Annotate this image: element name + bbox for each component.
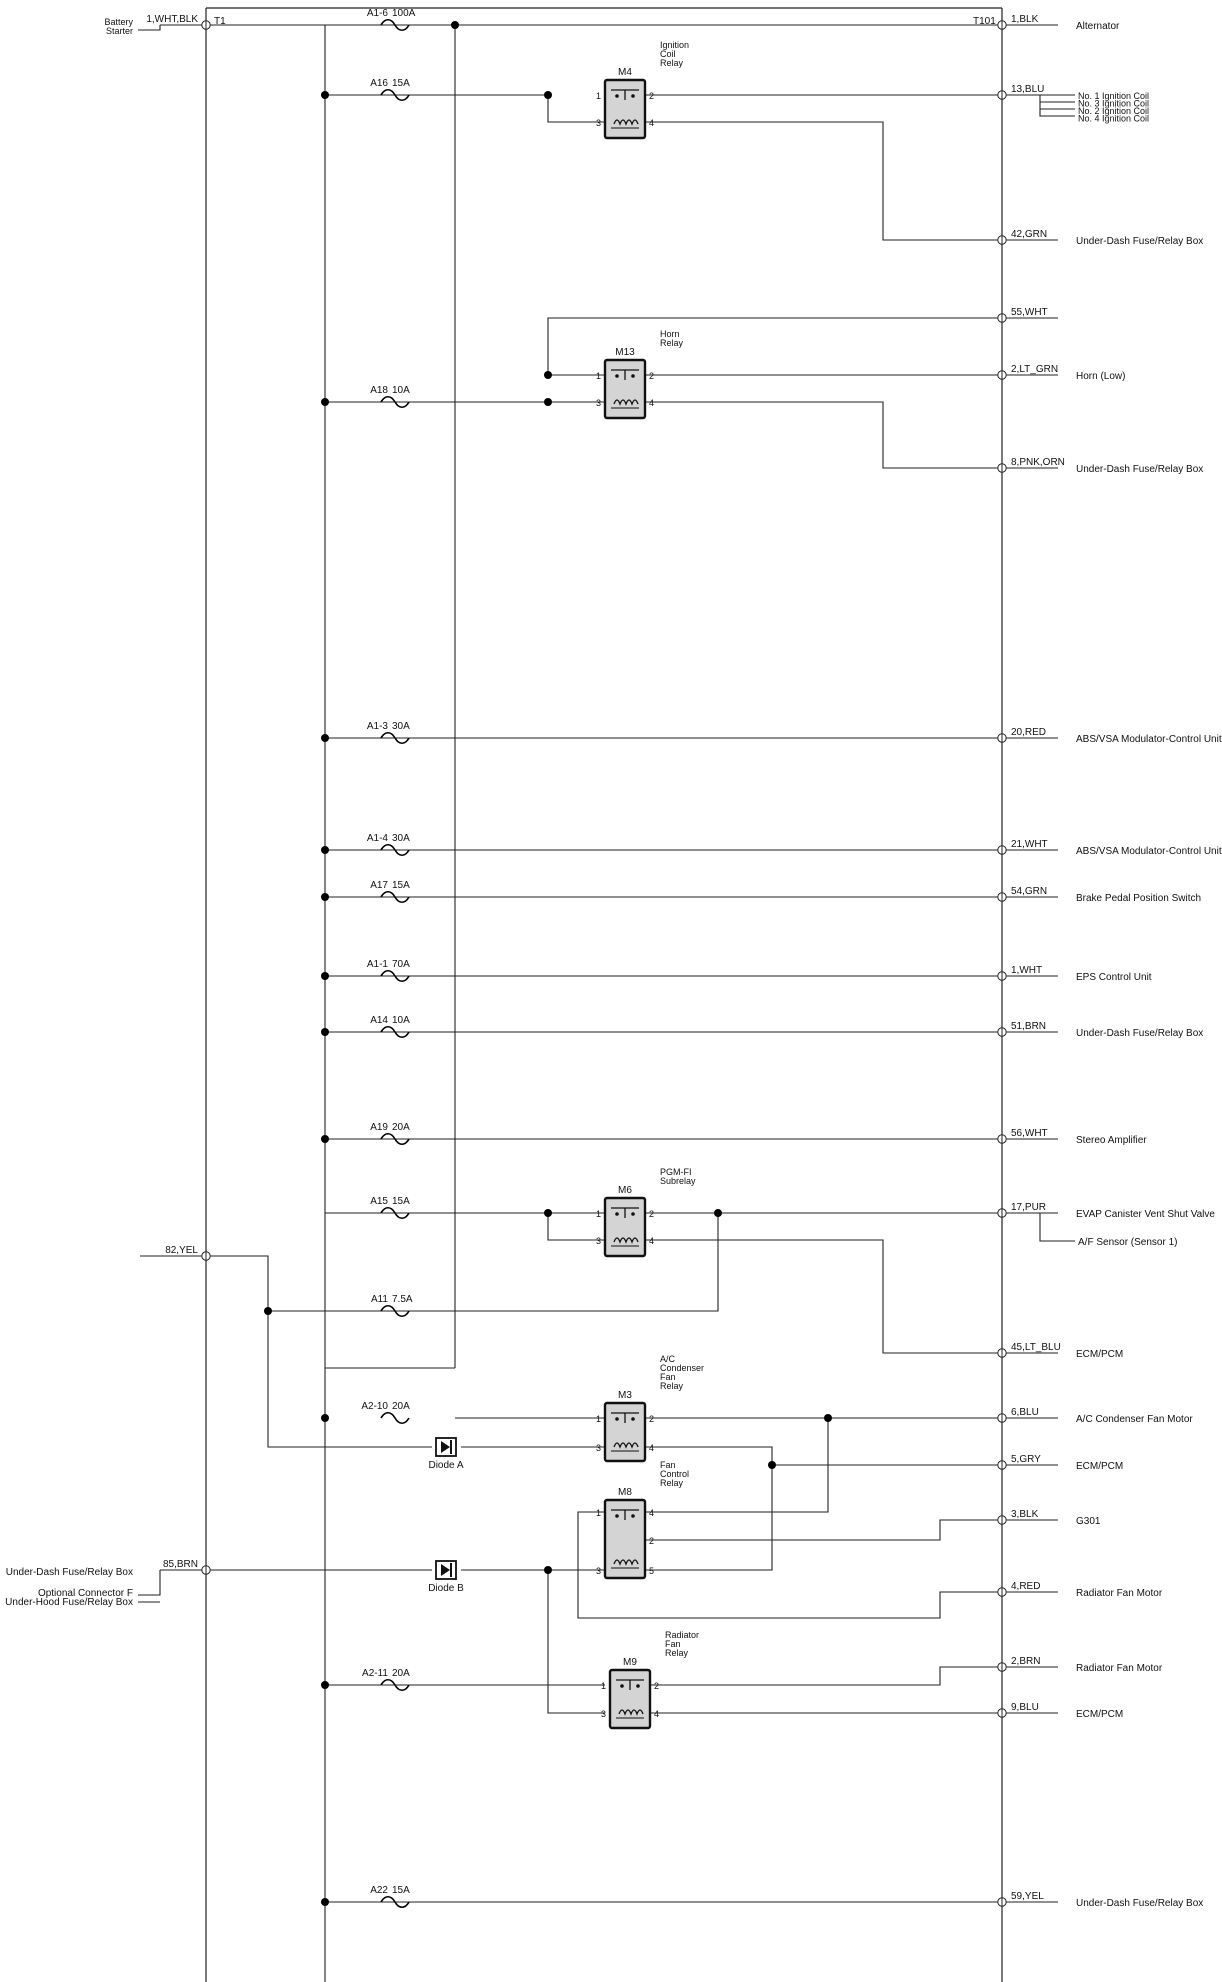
fuse-name: A1-4: [366, 833, 388, 844]
fuse-name: A2-10: [361, 1401, 388, 1412]
dest-label: Stereo Amplifier: [1076, 1135, 1147, 1146]
wire-label: 55,WHT: [1011, 307, 1048, 318]
relay-name-line: Relay: [665, 1648, 689, 1658]
relay-pin: 3: [595, 118, 601, 128]
relay-pin: 1: [595, 1508, 601, 1518]
dest-label: ABS/VSA Modulator-Control Unit: [1076, 846, 1222, 857]
dest-label: ECM/PCM: [1076, 1709, 1124, 1720]
dest-label: Battery: [104, 17, 133, 27]
dest-label: Under-Dash Fuse/Relay Box: [1076, 464, 1204, 475]
dest-label: No. 2 Ignition Coil: [1078, 106, 1150, 116]
diode-label: Diode B: [428, 1583, 464, 1594]
fuse-name: A1-6: [366, 8, 388, 19]
relay-name-line: Relay: [660, 338, 684, 348]
wire-label: 45,LT_BLU: [1011, 1342, 1061, 1353]
fuse-name: A19: [370, 1122, 388, 1133]
wire-label: 20,RED: [1011, 727, 1047, 738]
relay-pin: 2: [649, 1414, 655, 1424]
dest-label: Radiator Fan Motor: [1076, 1588, 1163, 1599]
relay-pin: 3: [595, 1236, 601, 1246]
wire-label: 5,GRY: [1011, 1454, 1041, 1465]
relay-code: M6: [618, 1185, 632, 1196]
relay-pin: 1: [600, 1681, 606, 1691]
fuse-name: A1-3: [366, 721, 388, 732]
dest-label: ECM/PCM: [1076, 1461, 1124, 1472]
wire-label: 54,GRN: [1011, 886, 1048, 897]
wire-label: 2,BRN: [1011, 1656, 1041, 1667]
relay-name-line: Control: [660, 1469, 690, 1479]
fuse-rating: 70A: [392, 959, 410, 970]
dest-label: ECM/PCM: [1076, 1349, 1124, 1360]
fuse-rating: 20A: [392, 1401, 410, 1412]
relay-name-line: PGM-FI: [660, 1167, 692, 1177]
relay-name-line: Subrelay: [660, 1176, 696, 1186]
relay-pin: 3: [595, 1443, 601, 1453]
relay-pin: 2: [649, 91, 655, 101]
fuse-rating: 30A: [392, 721, 410, 732]
fuse-rating: 10A: [392, 1015, 410, 1026]
dest-label: ABS/VSA Modulator-Control Unit: [1076, 734, 1222, 745]
wire-label: 1,WHT: [1011, 965, 1043, 976]
wire-label: 59,YEL: [1011, 1891, 1044, 1902]
relay-pin: 1: [595, 371, 601, 381]
relay-code: M4: [618, 67, 632, 78]
wire-label: 42,GRN: [1011, 229, 1048, 240]
relay-name-line: Fan: [660, 1460, 676, 1470]
relay-pin: 2: [649, 1209, 655, 1219]
fuse-rating: 20A: [392, 1122, 410, 1133]
wire-label: 1,WHT,BLK: [146, 14, 198, 25]
fuse-rating: 7.5A: [392, 1294, 413, 1305]
relay-pin: 2: [649, 371, 655, 381]
relay-name-line: Condenser: [660, 1363, 705, 1373]
wire-label: 56,WHT: [1011, 1128, 1048, 1139]
relay-name-line: Fan: [665, 1639, 681, 1649]
relay-pin: 3: [600, 1709, 606, 1719]
dest-label: No. 1 Ignition Coil: [1078, 91, 1150, 101]
dest-label: A/C Condenser Fan Motor: [1076, 1414, 1193, 1425]
relay-pin: 5: [649, 1566, 655, 1576]
dest-label: Starter: [105, 26, 133, 36]
wire-label: 13,BLU: [1011, 84, 1045, 95]
fuse-rating: 15A: [392, 1196, 410, 1207]
fuse-rating: 20A: [392, 1668, 410, 1679]
relay-pin: 1: [595, 1209, 601, 1219]
relay-code: M3: [618, 1390, 632, 1401]
dest-label: G301: [1076, 1516, 1101, 1527]
fuse-rating: 15A: [392, 78, 410, 89]
dest-label: A/F Sensor (Sensor 1): [1078, 1237, 1178, 1248]
wire-label: 21,WHT: [1011, 839, 1048, 850]
wire-label: 6,BLU: [1011, 1407, 1039, 1418]
fuse-rating: 30A: [392, 833, 410, 844]
fuse-rating: 15A: [392, 1885, 410, 1896]
relay-name-line: Coil: [660, 49, 676, 59]
dest-label: Under-Dash Fuse/Relay Box: [5, 1567, 133, 1578]
dest-label: Under-Hood Fuse/Relay Box: [5, 1597, 133, 1608]
fuse-name: A11: [370, 1294, 388, 1305]
relay-code: M13: [615, 347, 635, 358]
relay-code: M9: [623, 1657, 637, 1668]
relay-pin: 1: [595, 1414, 601, 1424]
fuse-name: A2-11: [362, 1668, 388, 1679]
fuse-rating: 100A: [392, 8, 416, 19]
relay-pin: 2: [649, 1536, 655, 1546]
relay-name-line: Ignition: [660, 40, 690, 50]
dest-label: Horn (Low): [1076, 371, 1126, 382]
dest-label: Brake Pedal Position Switch: [1076, 893, 1202, 904]
dest-label: Under-Dash Fuse/Relay Box: [1076, 1898, 1204, 1909]
wire-label: 2,LT_GRN: [1011, 364, 1059, 375]
dest-label: EVAP Canister Vent Shut Valve: [1076, 1209, 1215, 1220]
relay-name-line: Relay: [660, 1478, 684, 1488]
fuse-name: A16: [370, 78, 388, 89]
relay-pin: 4: [649, 118, 655, 128]
relay-name-line: Fan: [660, 1372, 676, 1382]
dest-label: Alternator: [1076, 21, 1120, 32]
connector-t1-label: T1: [214, 16, 226, 27]
fuse-name: A15: [370, 1196, 388, 1207]
relay-name-line: Radiator: [665, 1630, 700, 1640]
dest-label: Under-Dash Fuse/Relay Box: [1076, 236, 1204, 247]
fuse-rating: 15A: [392, 880, 410, 891]
fuse-name: A22: [370, 1885, 388, 1896]
relay-name-line: A/C: [660, 1354, 676, 1364]
wire-label: 82,YEL: [165, 1245, 198, 1256]
fuse-name: A18: [370, 385, 388, 396]
connector-t101-label: T101: [973, 16, 996, 27]
relay-pin: 3: [595, 1566, 601, 1576]
fuse-name: A17: [370, 880, 388, 891]
relay-code: M8: [618, 1487, 632, 1498]
wire-label: 1,BLK: [1011, 14, 1039, 25]
wire-label: 4,RED: [1011, 1581, 1041, 1592]
dest-label: No. 4 Ignition Coil: [1078, 113, 1150, 124]
dest-label: No. 3 Ignition Coil: [1078, 98, 1150, 109]
relay-name-line: Relay: [660, 1381, 684, 1391]
fuse-name: A14: [370, 1015, 388, 1026]
relay-pin: 4: [649, 398, 655, 408]
relay-pin: 3: [595, 398, 601, 408]
diode-label: Diode A: [428, 1460, 464, 1471]
relay-pin: 4: [649, 1443, 655, 1453]
relay-name-line: Relay: [660, 58, 684, 68]
wire-label: 51,BRN: [1011, 1021, 1047, 1032]
fuse-rating: 10A: [392, 385, 410, 396]
relay-pin: 2: [654, 1681, 660, 1691]
relay-pin: 4: [649, 1236, 655, 1246]
dest-label: EPS Control Unit: [1076, 972, 1152, 983]
wire-label: 9,BLU: [1011, 1702, 1039, 1713]
dest-label: Under-Dash Fuse/Relay Box: [1076, 1028, 1204, 1039]
wire-label: 8,PNK,ORN: [1011, 457, 1065, 468]
wire-label: 17,PUR: [1011, 1202, 1047, 1213]
dest-label: Radiator Fan Motor: [1076, 1663, 1163, 1674]
relay-name-line: Horn: [660, 329, 680, 339]
fuse-name: A1-1: [366, 959, 388, 970]
relay-pin: 4: [649, 1508, 655, 1518]
wire-label: 85,BRN: [162, 1559, 198, 1570]
dest-label: Optional Connector F: [37, 1588, 133, 1599]
relay-pin: 4: [654, 1709, 660, 1719]
relay-pin: 1: [595, 91, 601, 101]
wire-label: 3,BLK: [1011, 1509, 1039, 1520]
